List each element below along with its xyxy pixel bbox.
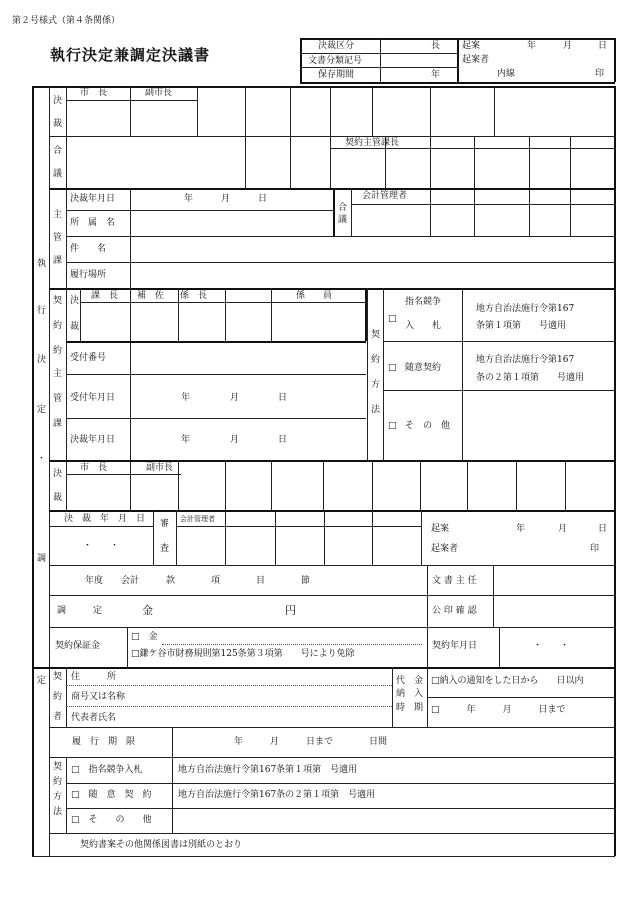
terms-bid-law: 地方自治法施行令第167条第１項第 号適用 — [178, 765, 358, 775]
accounting-gou: 合 — [338, 203, 348, 213]
other-checkbox[interactable]: □ — [388, 421, 397, 431]
deposit-label: 契約保証金 — [55, 641, 101, 651]
approval-kessai: 決 — [53, 96, 63, 106]
chotei-day: 日 — [598, 524, 608, 534]
review-shin: 審 — [160, 519, 170, 529]
period-value: 年 月 日まで 日間 — [234, 737, 388, 747]
amount-label: 調 定 — [57, 606, 103, 616]
decision-date2-label: 決裁年月日 — [70, 435, 116, 445]
kessai2-ketsu: 決 — [70, 296, 80, 306]
period-label: 履 行 期 限 — [72, 737, 136, 747]
side-shu2: 主 — [53, 369, 63, 379]
payment-label2: 納 入 — [396, 689, 424, 699]
accounting-gi: 議 — [338, 215, 348, 225]
side-yaku: 約 — [53, 321, 63, 331]
drafter-label: 起案者 — [462, 55, 490, 65]
other-label: そ の 他 — [405, 421, 451, 431]
company-label: 商号又は名称 — [71, 692, 126, 702]
terms-kei: 契 — [53, 762, 63, 772]
decision-month: 月 — [221, 194, 231, 204]
review-date-label: 決 裁 年 月 日 — [64, 514, 146, 524]
contract-date-label: 契約年月日 — [432, 641, 478, 651]
drafted-label: 起案 — [462, 41, 481, 51]
place-label: 履行場所 — [70, 270, 107, 280]
dept-label: 所 属 名 — [70, 218, 116, 228]
seal-check-label: 公 印 確 認 — [432, 606, 477, 616]
side-chou: 調 — [37, 554, 47, 564]
side-yaku2: 約 — [53, 346, 63, 356]
bid-label: 指名競争 — [405, 297, 442, 307]
mayor-label: 市 長 — [80, 88, 108, 98]
deposit-amount: □ 金 — [131, 632, 158, 642]
side-kei: 契 — [53, 296, 63, 306]
bid-label2: 入 札 — [405, 321, 442, 331]
contractor-sha: 者 — [53, 712, 63, 722]
form-number: 第２号様式（第４条関係） — [12, 16, 121, 26]
accounting-label: 会計管理者 — [362, 191, 408, 201]
doc-class-label: 文書分類記号 — [308, 56, 363, 66]
receipt-date-label: 受付年月日 — [70, 393, 116, 403]
chotei-drafter: 起案者 — [431, 544, 459, 554]
seal-mark: 印 — [595, 69, 605, 79]
terms-other: □ そ の 他 — [71, 815, 152, 825]
terms-yaku: 約 — [53, 777, 63, 787]
side-exec: 執 — [37, 259, 47, 269]
side-dot: ・ — [37, 454, 47, 464]
review-date-dots: ・ ・ — [83, 541, 120, 551]
bid-law2: 条第１項第 号適用 — [476, 321, 567, 331]
vice-mayor-label: 副市長 — [145, 88, 173, 98]
payment-option2: □ 年 月 日まで — [431, 705, 566, 715]
payment-label3: 時 期 — [396, 703, 424, 713]
receipt-day: 日 — [278, 393, 288, 403]
review-sa: 査 — [160, 544, 170, 554]
decision-date-label: 決裁年月日 — [70, 194, 116, 204]
contract-chief-label: 契約主管課長 — [345, 138, 400, 148]
decision-kind-label: 決裁区分 — [318, 41, 355, 51]
retention-label: 保存期間 — [318, 70, 355, 80]
page-title: 執行決定兼調定決議書 — [50, 46, 211, 64]
method-yaku: 約 — [371, 355, 381, 365]
bid-law: 地方自治法施行令第167 — [476, 304, 575, 314]
chief-label: 長 — [431, 41, 441, 51]
side-ka: 課 — [53, 256, 63, 266]
receipt-no-label: 受付番号 — [70, 353, 107, 363]
approval2-kessai: 決 — [53, 469, 63, 479]
approval2-sai: 裁 — [53, 493, 63, 503]
kessai2-sai: 裁 — [70, 322, 80, 332]
extension-label: 内線 — [497, 69, 516, 79]
decision-day: 日 — [258, 194, 268, 204]
deposit-exemption: □鎌ケ谷市財務規則第125条第３項第 号により免除 — [131, 649, 355, 659]
approval-gi: 議 — [53, 169, 63, 179]
contractor-yaku: 約 — [53, 692, 63, 702]
side-shu: 主 — [53, 210, 63, 220]
approval-gou: 合 — [53, 146, 63, 156]
address-label: 住 所 — [71, 672, 117, 682]
terms-hou: 方 — [53, 792, 63, 802]
bid-checkbox[interactable]: □ — [388, 314, 397, 324]
neg-law2: 条の２第１項第 号適用 — [476, 373, 585, 383]
terms-hou2: 法 — [53, 807, 63, 817]
representative-label: 代表者氏名 — [71, 713, 117, 723]
negotiated-label: 随意契約 — [405, 363, 442, 373]
receipt-year: 年 — [181, 393, 191, 403]
drafted-month: 月 — [563, 41, 573, 51]
assistant-label: 補 佐 — [137, 291, 165, 301]
side-kan: 管 — [53, 233, 63, 243]
staff-label: 係 員 — [296, 291, 333, 301]
amount-yen: 金 円 — [142, 604, 296, 617]
decision2-month: 月 — [230, 435, 240, 445]
contract-date-dots: ・ ・ — [533, 641, 570, 651]
side-ka2: 課 — [53, 419, 63, 429]
neg-law: 地方自治法施行令第167 — [476, 355, 575, 365]
side-tei2: 定 — [37, 676, 47, 686]
chotei-year: 年 — [516, 524, 526, 534]
review-accounting: 会計管理者 — [180, 515, 215, 523]
drafted-day: 日 — [598, 41, 608, 51]
payment-label1: 代 金 — [396, 676, 424, 686]
side-ketsu: 決 — [37, 355, 47, 365]
budget-line: 年度 会計 款 項 目 節 — [85, 576, 311, 586]
doc-officer-label: 文 書 主 任 — [432, 576, 477, 586]
terms-neg-law: 地方自治法施行令第167条の２第１項第 号適用 — [178, 790, 376, 800]
chotei-drafted: 起案 — [431, 524, 450, 534]
method-kei: 契 — [371, 330, 381, 340]
contractor-kei: 契 — [53, 672, 63, 682]
terms-negotiated: □ 随 意 契 約 — [71, 790, 152, 800]
side-kou: 行 — [37, 306, 47, 316]
method-hou: 方 — [371, 380, 381, 390]
receipt-month: 月 — [230, 393, 240, 403]
side-kan2: 管 — [53, 394, 63, 404]
neg-checkbox[interactable]: □ — [388, 363, 397, 373]
side-tei: 定 — [37, 405, 47, 415]
mayor2-label: 市 長 — [80, 463, 108, 473]
decision2-year: 年 — [181, 435, 191, 445]
drafted-year: 年 — [527, 41, 537, 51]
approval-sai: 裁 — [53, 119, 63, 129]
subject-label: 件 名 — [70, 244, 107, 254]
section-chief-label: 課 長 — [91, 291, 119, 301]
kakari-chief-label: 係 長 — [180, 291, 208, 301]
chotei-seal: 印 — [590, 544, 600, 554]
vice-mayor2-label: 副市長 — [146, 463, 174, 473]
chotei-month: 月 — [558, 524, 568, 534]
retention-year: 年 — [431, 70, 441, 80]
attachment-note: 契約書案その他関係図書は別紙のとおり — [80, 840, 243, 850]
decision2-day: 日 — [278, 435, 288, 445]
terms-bid: □ 指名競争入札 — [71, 765, 143, 775]
method-hou2: 法 — [371, 405, 381, 415]
decision-year: 年 — [184, 194, 194, 204]
payment-option1: □納入の通知をした日から 日以内 — [431, 676, 584, 686]
